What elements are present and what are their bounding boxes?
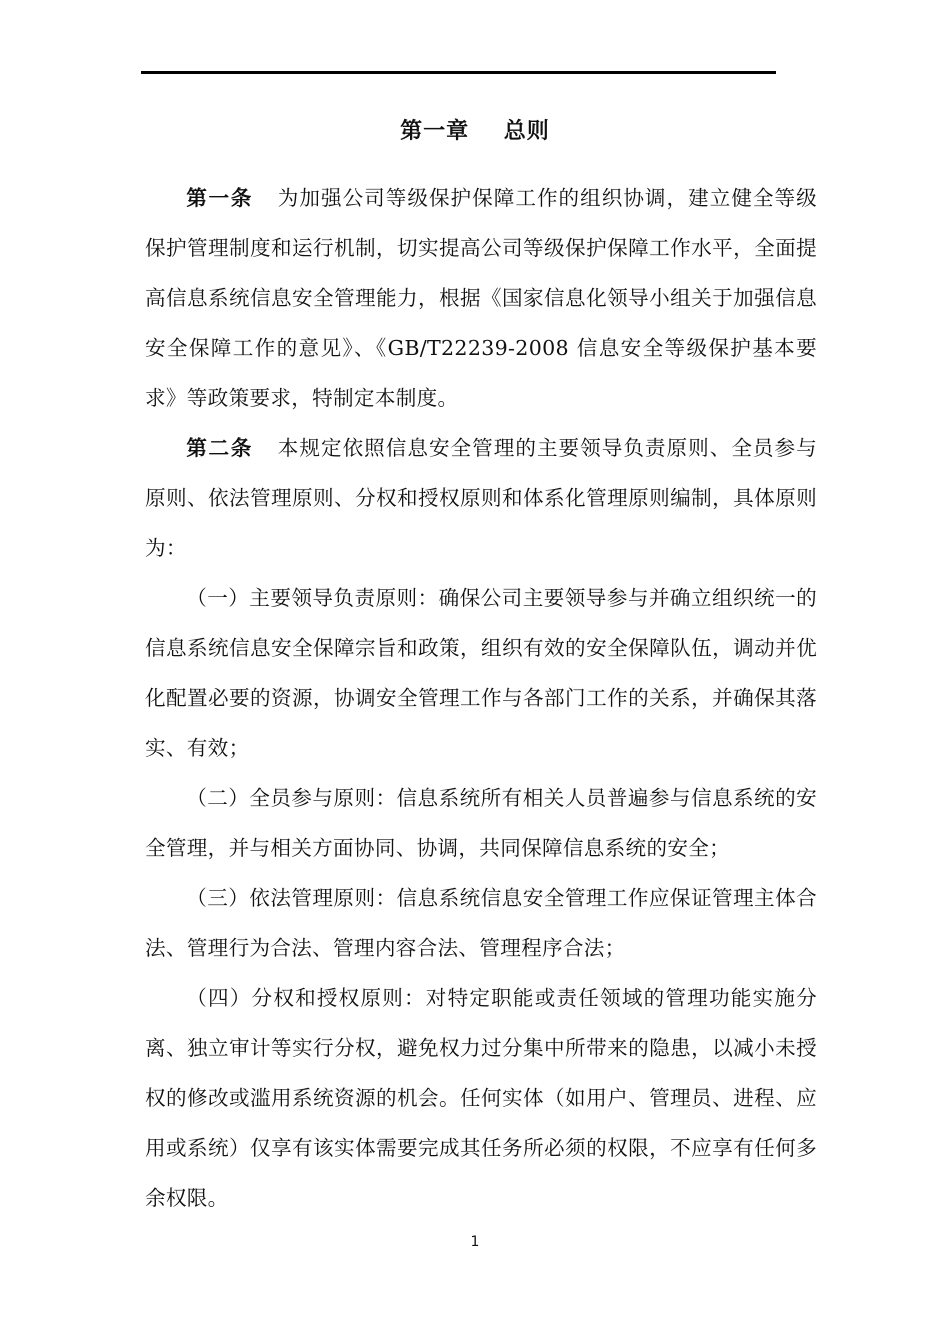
chapter-title: 第一章 总则 [400,119,550,144]
paragraph-text: （四）分权和授权原则：对特定职能或责任领域的管理功能实施分离、独立审计等实行分权，避免权力过分集中所带来的隐患，以减小未授权的修改或滥用系统资源的机会。任何实体（如用户、管理员、进程、应用或系统）仅享有该实体需要完成其任务所必须的权限，不应享有任何多余权限。 [145,986,817,1210]
principle-1-paragraph [145,573,817,773]
principle-2-paragraph [145,773,817,873]
principle-3-paragraph [145,873,817,973]
header-rule [141,71,776,74]
document-body [145,173,817,1223]
page-number: 1 [470,1234,480,1250]
paragraph-text: 本规定依照信息安全管理的主要领导负责原则、全员参与原则、依法管理原则、分权和授权原则和体系化管理原则编制，具体原则为： [145,436,817,560]
article-1-paragraph [145,173,817,423]
paragraph-text: （二）全员参与原则：信息系统所有相关人员普遍参与信息系统的安全管理，并与相关方面协同、协调，共同保障信息系统的安全； [145,786,817,860]
principle-4-paragraph [145,973,817,1223]
article-label: 第一条 [186,186,254,210]
article-2-paragraph [145,423,817,573]
article-label: 第二条 [186,436,254,460]
paragraph-text: （三）依法管理原则：信息系统信息安全管理工作应保证管理主体合法、管理行为合法、管理内容合法、管理程序合法； [145,886,817,960]
paragraph-text: （一）主要领导负责原则：确保公司主要领导参与并确立组织统一的信息系统信息安全保障宗旨和政策，组织有效的安全保障队伍，调动并优化配置必要的资源，协调安全管理工作与各部门工作的关系，并确保其落实、有效； [145,586,817,760]
paragraph-text: 为加强公司等级保护保障工作的组织协调，建立健全等级保护管理制度和运行机制，切实提高公司等级保护保障工作水平，全面提高信息系统信息安全管理能力，根据《国家信息化领导小组关于加强信息安全保障工作的意见》、《GB/T22239-2008 信息安全等级保护基本要求》等政策要求，特制定本制度。 [145,186,817,410]
